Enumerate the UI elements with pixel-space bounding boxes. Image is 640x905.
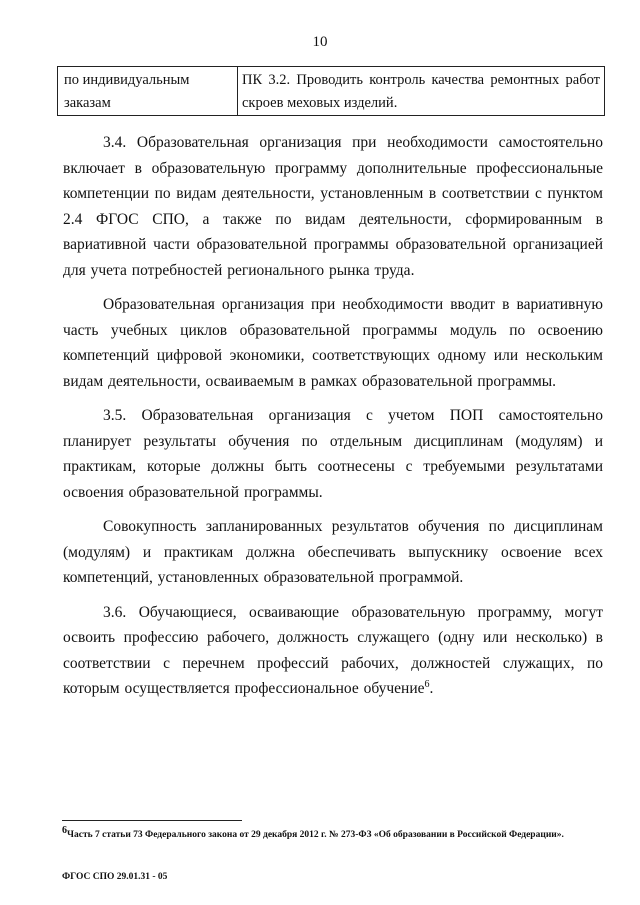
footnote [62, 824, 607, 840]
competency-table-row [57, 66, 605, 116]
paragraph-digital-economy: Образовательная организация при необходимости вводит в вариативную часть учебных циклов образовательной программы модуль по освоению компетенций цифровой экономики, соответствующих одному или нескольким видам деятельности, осваиваемым в рамках образовательной программы. [63, 296, 603, 390]
paragraph-3-6-text: 3.6. Обучающиеся, осваивающие образовательную программу, могут освоить профессию рабочего, должность служащего (одну или несколько) в соответствии с перечнем профессий рабочих, должностей служащих, по которым осуществляется профессиональное обучение [63, 603, 603, 697]
paragraph-3-6: 3.6. Обучающиеся, осваивающие образовательную программу, могут освоить профессию рабочего, должность служащего (одну или несколько) в соответствии с перечнем профессий рабочих, должностей служащих, по которым осуществляется профессиональное обучение$^6$. [63, 603, 603, 697]
paragraph-planned-results: Совокупность запланированных результатов обучения по дисциплинам (модулям) и практикам должна обеспечивать выпускнику освоение всех компетенций, установленных образовательной программой. [63, 518, 603, 586]
table-cell-competency: ПК 3.2. Проводить контроль качества ремонтных работ скроев меховых изделий. [242, 72, 600, 111]
footnote-number: 6 [62, 824, 67, 836]
footnote-text: Часть 7 статьи 73 Федерального закона от 29 декабря 2012 г. № 273-ФЗ «Об образовании в Российской Федерации». [67, 830, 564, 840]
footnote-reference: 6 [424, 678, 430, 690]
paragraph-3-5: 3.5. Образовательная организация с учетом ПОП самостоятельно планирует результаты обучения по отдельным дисциплинам (модулям) и практикам, которые должны быть соотнесены с требуемыми результатами освоения образовательной программы. [63, 407, 603, 501]
footnote-divider [62, 820, 242, 821]
table-cell-activity: по индивидуальным заказам [58, 67, 238, 115]
body-text [63, 130, 603, 711]
page-number: 10 [312, 34, 328, 50]
document-code-footer: ФГОС СПО 29.01.31 - 05 [62, 872, 168, 882]
paragraph-3-4: 3.4. Образовательная организация при необходимости самостоятельно включает в образовательную программу дополнительные профессиональные компетенции по видам деятельности, установленным в соответствии с пунктом 2.4 ФГОС СПО, а также по видам деятельности, сформированным в вариативной части образовательной программы образовательной организацией для учета потребностей регионального рынка труда. [63, 134, 603, 279]
